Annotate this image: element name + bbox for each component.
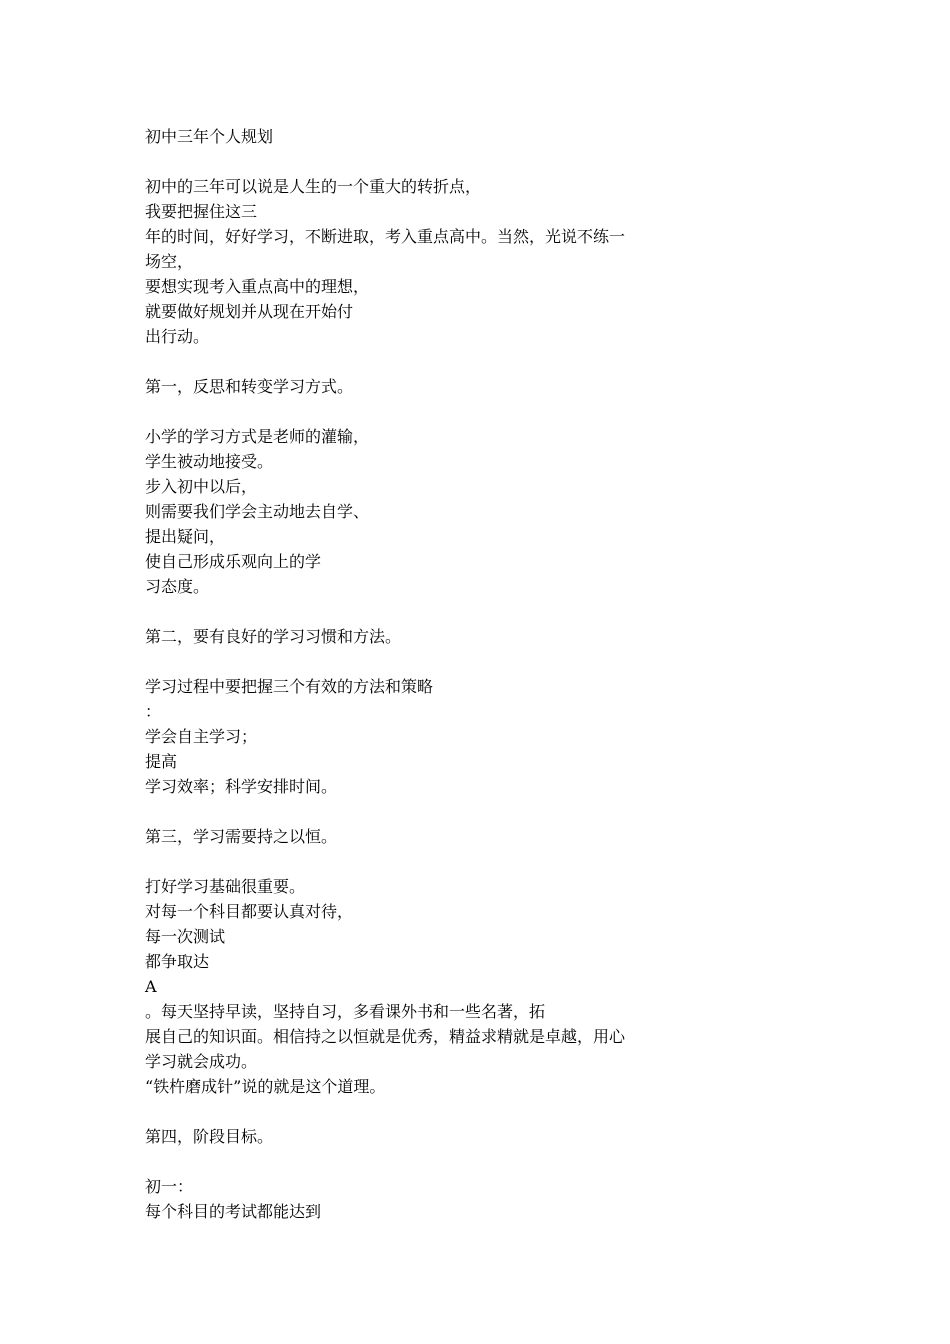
paragraph-line: A: [145, 977, 157, 996]
section-heading: 第四，阶段目标。: [145, 1127, 274, 1146]
paragraph-line: 学生被动地接受。: [145, 452, 274, 471]
section-heading: 第二，要有良好的学习习惯和方法。: [145, 627, 402, 646]
paragraph-line: 学习过程中要把握三个有效的方法和策略: [145, 677, 434, 696]
paragraph-line: 展自己的知识面。相信持之以恒就是优秀，精益求精就是卓越，用心: [145, 1027, 626, 1046]
section-heading: 第三，学习需要持之以恒。: [145, 827, 338, 846]
paragraph-line: 初中的三年可以说是人生的一个重大的转折点，: [145, 177, 482, 196]
paragraph-line: “铁杵磨成针”说的就是这个道理。: [145, 1077, 386, 1096]
paragraph-line: 对每一个科目都要认真对待，: [145, 902, 354, 921]
paragraph-line: 出行动。: [145, 327, 210, 346]
paragraph-line: 每个科目的考试都能达到: [145, 1202, 322, 1221]
paragraph-line: 小学的学习方式是老师的灌输，: [145, 427, 370, 446]
paragraph-line: 我要把握住这三: [145, 202, 258, 221]
paragraph-line: 场空，: [145, 252, 194, 271]
paragraph-line: 步入初中以后，: [145, 477, 258, 496]
document-title: 初中三年个人规划: [145, 127, 274, 146]
paragraph-line: 学习就会成功。: [145, 1052, 258, 1071]
paragraph-line: 提出疑问，: [145, 527, 226, 546]
paragraph-line: 每一次测试: [145, 927, 226, 946]
paragraph-line: 要想实现考入重点高中的理想，: [145, 277, 370, 296]
paragraph-line: 。每天坚持早读，坚持自习，多看课外书和一些名著，拓: [145, 1002, 546, 1021]
paragraph-line: 学会自主学习；: [145, 727, 258, 746]
paragraph-line: 打好学习基础很重要。: [145, 877, 306, 896]
section-heading: 第一，反思和转变学习方式。: [145, 377, 354, 396]
paragraph-line: ：: [145, 702, 162, 721]
paragraph-line: 使自己形成乐观向上的学: [145, 552, 322, 571]
paragraph-line: 都争取达: [145, 952, 210, 971]
paragraph-line: 年的时间，好好学习，不断进取，考入重点高中。当然，光说不练一: [145, 227, 626, 246]
paragraph-line: 提高: [145, 752, 178, 771]
paragraph-line: 初一：: [145, 1177, 194, 1196]
paragraph-line: 就要做好规划并从现在开始付: [145, 302, 354, 321]
paragraph-line: 学习效率；科学安排时间。: [145, 777, 338, 796]
paragraph-line: 习态度。: [145, 577, 210, 596]
paragraph-line: 则需要我们学会主动地去自学、: [145, 502, 370, 521]
